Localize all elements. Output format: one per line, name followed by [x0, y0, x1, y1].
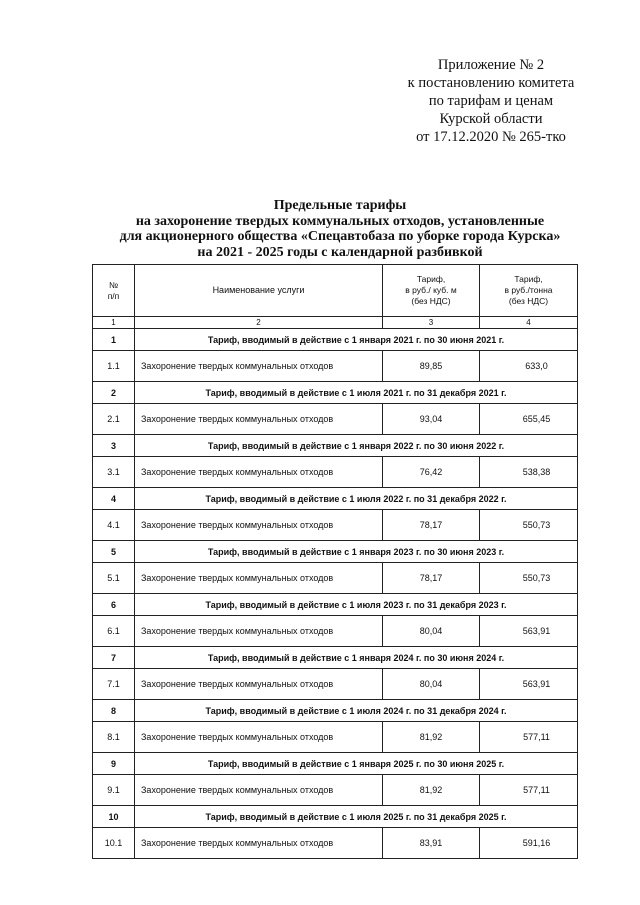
tariff-per-ton: 633,0: [480, 351, 578, 382]
period-row: [93, 329, 578, 351]
table-row: [93, 669, 578, 700]
header-service-name: Наименование услуги: [135, 265, 383, 317]
table-row: [93, 510, 578, 541]
period-number: 10: [93, 806, 135, 828]
period-description: Тариф, вводимый в действие с 1 января 2024 г. по 30 июня 2024 г.: [135, 647, 578, 669]
title-line: Предельные тарифы: [273, 198, 407, 213]
header-line: Тариф,: [416, 274, 446, 284]
annex-line: по тарифам и ценам: [428, 93, 554, 109]
period-description: Тариф, вводимый в действие с 1 июля 2025 г. по 31 декабря 2025 г.: [135, 806, 578, 828]
period-row: [93, 647, 578, 669]
period-description: Тариф, вводимый в действие с 1 января 2023 г. по 30 июня 2023 г.: [135, 541, 578, 563]
period-number: 2: [93, 382, 135, 404]
row-number: 9.1: [93, 775, 135, 806]
tariff-per-m3: 80,04: [383, 616, 480, 647]
col-number: 4: [480, 317, 578, 329]
period-row: [93, 594, 578, 616]
period-description: Тариф, вводимый в действие с 1 июля 2024 г. по 31 декабря 2024 г.: [135, 700, 578, 722]
period-row: [93, 700, 578, 722]
table-row: [93, 722, 578, 753]
tariff-per-m3: 78,17: [383, 563, 480, 594]
tariff-per-ton: 655,45: [480, 404, 578, 435]
header-num: [93, 265, 135, 317]
tariff-per-m3: 81,92: [383, 775, 480, 806]
service-name: Захоронение твердых коммунальных отходов: [135, 351, 383, 382]
document-title: [60, 198, 620, 260]
period-row: [93, 541, 578, 563]
tariff-per-m3: 80,04: [383, 669, 480, 700]
service-name: Захоронение твердых коммунальных отходов: [135, 828, 383, 859]
tariff-per-m3: 89,85: [383, 351, 480, 382]
tariff-per-m3: 81,92: [383, 722, 480, 753]
table-row: [93, 775, 578, 806]
service-name: Захоронение твердых коммунальных отходов: [135, 457, 383, 488]
tariff-per-m3: 93,04: [383, 404, 480, 435]
service-name: Захоронение твердых коммунальных отходов: [135, 510, 383, 541]
table-row: [93, 351, 578, 382]
period-number: 9: [93, 753, 135, 775]
row-number: 6.1: [93, 616, 135, 647]
annex-line: Курской области: [439, 111, 543, 127]
table-row: [93, 404, 578, 435]
row-number: 7.1: [93, 669, 135, 700]
table-row: [93, 616, 578, 647]
service-name: Захоронение твердых коммунальных отходов: [135, 775, 383, 806]
period-row: [93, 488, 578, 510]
row-number: 3.1: [93, 457, 135, 488]
header-line: в руб./тонна: [504, 285, 553, 295]
tariff-per-ton: 550,73: [480, 563, 578, 594]
period-description: Тариф, вводимый в действие с 1 июля 2021 г. по 31 декабря 2021 г.: [135, 382, 578, 404]
period-row: [93, 806, 578, 828]
service-name: Захоронение твердых коммунальных отходов: [135, 563, 383, 594]
row-number: 1.1: [93, 351, 135, 382]
tariff-per-ton: 577,11: [480, 722, 578, 753]
service-name: Захоронение твердых коммунальных отходов: [135, 616, 383, 647]
tariff-per-ton: 563,91: [480, 616, 578, 647]
header-line: (без НДС): [411, 296, 451, 306]
col-number: 2: [135, 317, 383, 329]
period-row: [93, 382, 578, 404]
period-row: [93, 753, 578, 775]
column-number-row: [93, 317, 578, 329]
service-name: Захоронение твердых коммунальных отходов: [135, 404, 383, 435]
period-number: 5: [93, 541, 135, 563]
tariff-per-m3: 78,17: [383, 510, 480, 541]
row-number: 4.1: [93, 510, 135, 541]
tariff-per-ton: 538,38: [480, 457, 578, 488]
table-row: [93, 457, 578, 488]
tariff-per-m3: 76,42: [383, 457, 480, 488]
tariff-table: [92, 264, 578, 859]
annex-line: Приложение № 2: [437, 57, 545, 73]
table-row: [93, 828, 578, 859]
service-name: Захоронение твердых коммунальных отходов: [135, 669, 383, 700]
period-number: 1: [93, 329, 135, 351]
period-description: Тариф, вводимый в действие с 1 января 2022 г. по 30 июня 2022 г.: [135, 435, 578, 457]
col-number: 1: [93, 317, 135, 329]
header-num-line: п/п: [107, 290, 120, 301]
row-number: 8.1: [93, 722, 135, 753]
service-name: Захоронение твердых коммунальных отходов: [135, 722, 383, 753]
period-description: Тариф, вводимый в действие с 1 июля 2022 г. по 31 декабря 2022 г.: [135, 488, 578, 510]
title-line: на захоронение твердых коммунальных отходов, установленные: [135, 213, 545, 229]
header-line: в руб./ куб. м: [405, 285, 457, 295]
tariff-per-ton: 591,16: [480, 828, 578, 859]
row-number: 10.1: [93, 828, 135, 859]
tariff-per-ton: 550,73: [480, 510, 578, 541]
header-tariff-m3: [383, 265, 480, 317]
title-line: для акционерного общества «Спецавтобаза по уборке города Курска»: [119, 229, 561, 244]
period-number: 3: [93, 435, 135, 457]
period-description: Тариф, вводимый в действие с 1 января 2025 г. по 30 июня 2025 г.: [135, 753, 578, 775]
header-row: [93, 265, 578, 317]
row-number: 2.1: [93, 404, 135, 435]
period-number: 8: [93, 700, 135, 722]
period-description: Тариф, вводимый в действие с 1 января 2021 г. по 30 июня 2021 г.: [135, 329, 578, 351]
header-num-line: №: [108, 279, 119, 290]
period-row: [93, 435, 578, 457]
header-line: (без НДС): [508, 296, 549, 306]
header-tariff-t: [480, 265, 578, 317]
table-row: [93, 563, 578, 594]
tariff-per-ton: 577,11: [480, 775, 578, 806]
period-description: Тариф, вводимый в действие с 1 июля 2023 г. по 31 декабря 2023 г.: [135, 594, 578, 616]
title-line: на 2021 - 2025 годы с календарной разбивкой: [197, 244, 483, 260]
row-number: 5.1: [93, 563, 135, 594]
period-number: 7: [93, 647, 135, 669]
annex-header: [396, 56, 586, 146]
header-line: Тариф,: [514, 274, 543, 284]
tariff-per-ton: 563,91: [480, 669, 578, 700]
annex-line: от 17.12.2020 № 265-тко: [416, 129, 566, 145]
col-number: 3: [383, 317, 480, 329]
tariff-per-m3: 83,91: [383, 828, 480, 859]
annex-line: к постановлению комитета: [407, 75, 575, 91]
period-number: 4: [93, 488, 135, 510]
period-number: 6: [93, 594, 135, 616]
